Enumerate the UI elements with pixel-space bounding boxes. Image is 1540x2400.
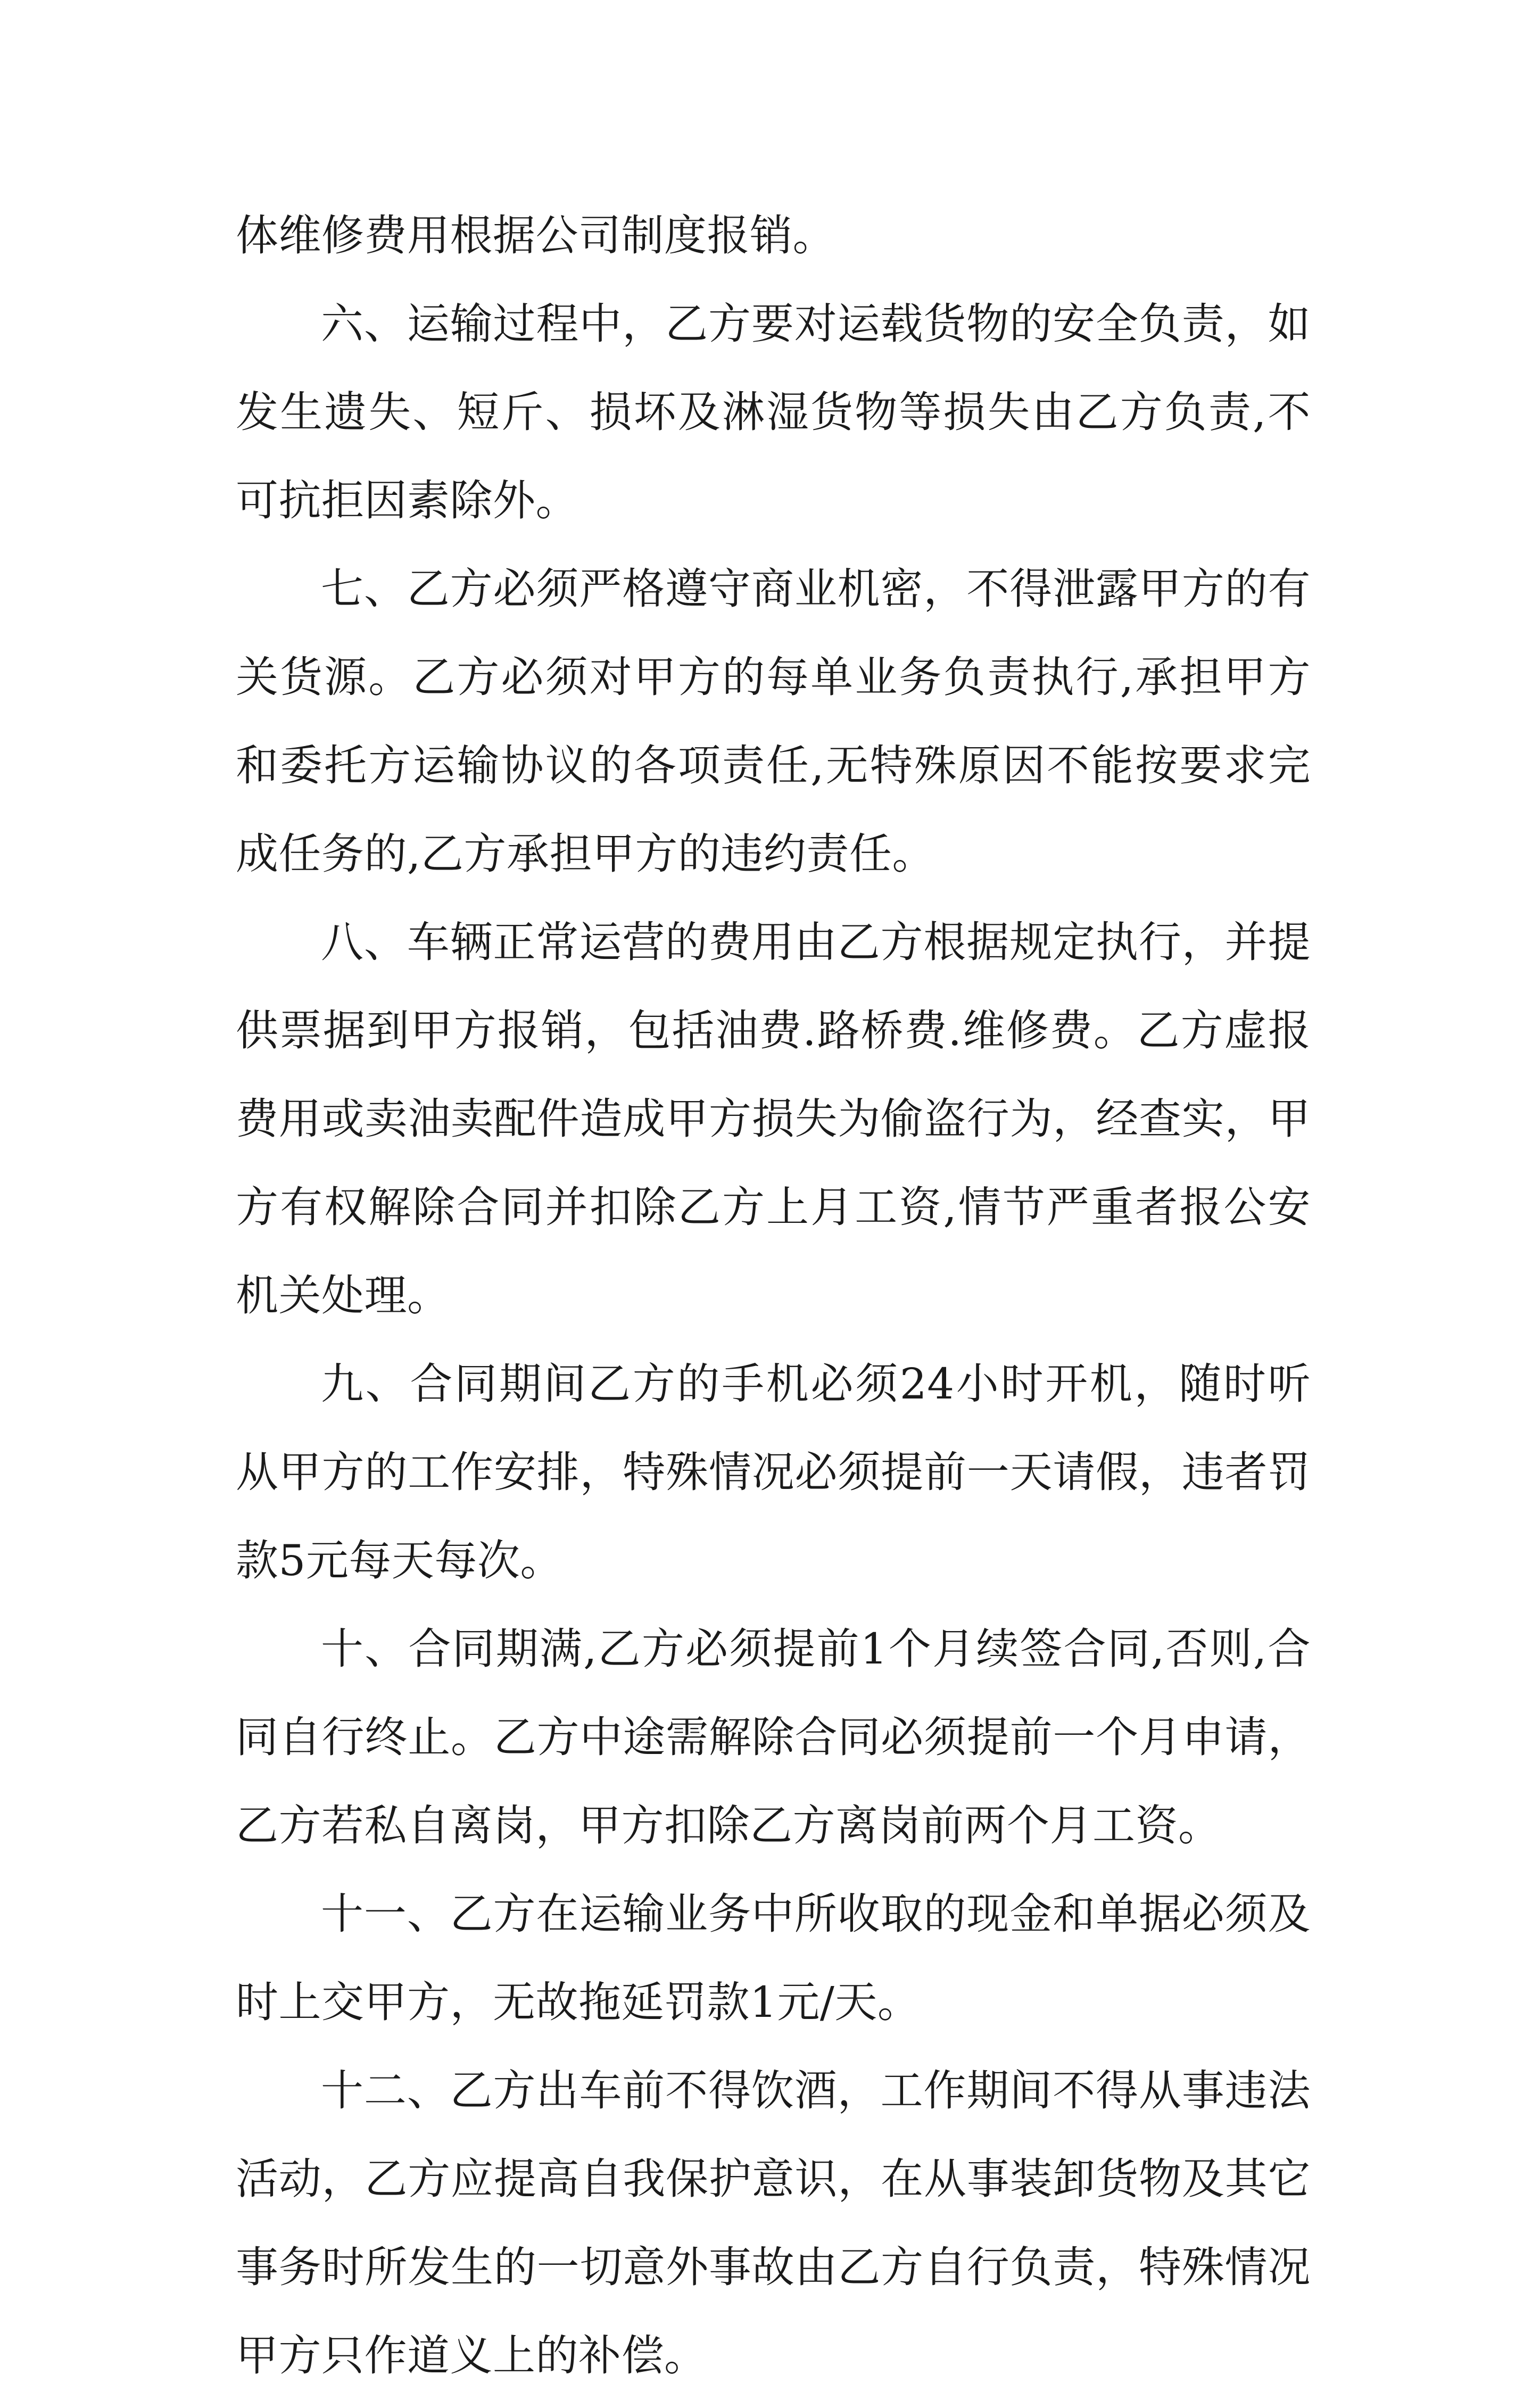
paragraph-clause-8: 八、车辆正常运营的费用由乙方根据规定执行，并提供票据到甲方报销，包括油费.路桥费.维修费。乙方虚报费用或卖油卖配件造成甲方损失为偷盗行为，经查实，甲方有权解除合同并扣除乙方上月工资,情节严重者报公安机关处理。 — [236, 917, 1311, 1320]
paragraph-clause-11: 十一、乙方在运输业务中所收取的现金和单据必须及时上交甲方，无故拖延罚款1元/天。 — [236, 1889, 1311, 2027]
paragraph-clause-9: 九、合同期间乙方的手机必须24小时开机，随时听从甲方的工作安排，特殊情况必须提前一天请假，违者罚款5元每天每次。 — [236, 1359, 1311, 1585]
paragraph-clause-12: 十二、乙方出车前不得饮酒，工作期间不得从事违法活动，乙方应提高自我保护意识，在从事装卸货物及其它事务时所发生的一切意外事故由乙方自行负责，特殊情况甲方只作道义上的补偿。 — [236, 2066, 1311, 2380]
paragraph-continuation: 体维修费用根据公司制度报销。 — [236, 211, 835, 260]
paragraph-clause-10: 十、合同期满,乙方必须提前1个月续签合同,否则,合同自行终止。乙方中途需解除合同必须提前一个月申请，乙方若私自离岗，甲方扣除乙方离岗前两个月工资。 — [236, 1624, 1311, 1850]
paragraph-clause-7: 七、乙方必须严格遵守商业机密，不得泄露甲方的有关货源。乙方必须对甲方的每单业务负责执行,承担甲方和委托方运输协议的各项责任,无特殊原因不能按要求完成任务的,乙方承担甲方的违约责任。 — [236, 564, 1311, 879]
paragraph-clause-6: 六、运输过程中，乙方要对运载货物的安全负责，如发生遗失、短斤、损坏及淋湿货物等损失由乙方负责,不可抗拒因素除外。 — [236, 299, 1311, 525]
document-body — [236, 192, 1311, 2400]
